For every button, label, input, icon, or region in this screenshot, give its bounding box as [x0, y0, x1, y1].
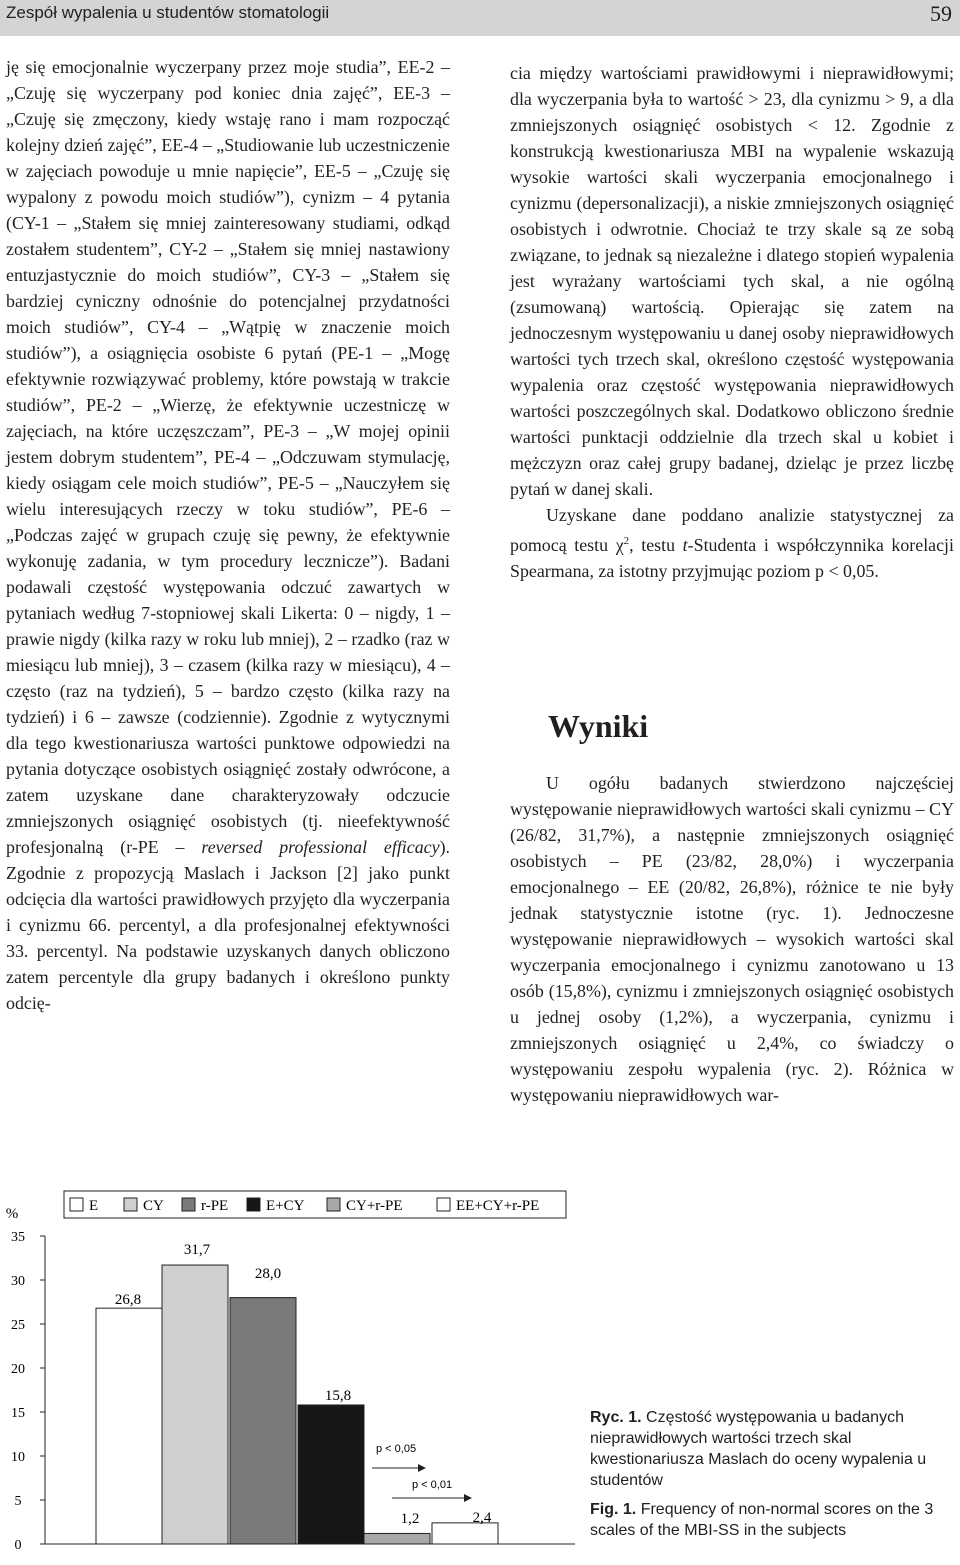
legend-label: EE+CY+r-PE	[456, 1198, 540, 1214]
caption-english-text: Frequency of non-normal scores on the 3 scales of the MBI-SS in the subjects	[590, 1501, 934, 1539]
bar-value-label: 28,0	[254, 1266, 282, 1282]
legend-label: E+CY	[266, 1198, 305, 1214]
bar-value-label: 2,4	[472, 1510, 492, 1526]
bar	[230, 1298, 296, 1544]
legend-swatch	[327, 1198, 340, 1211]
legend-label: CY	[143, 1198, 164, 1214]
results-paragraph: U ogółu badanych stwierdzono najczęściej występowanie nieprawidłowych wartości skali cynizmu – CY (26/82, 31,7%), a następnie zmniejszonych osiągnięć osobistych – PE (23/82, 28,0%) i wyczerpania emocjonalnego – EE (20/82, 26,8%), różnice te nie były jednak statystycznie istotne (ryc. 1). Jednoczesne występowanie nieprawidłowych – wysokich wartości skal wyczerpania emocjonalnego i cynizmu zanotowano u 13 osób (15,8%), cynizmu i zmniejszonych osiągnięć osobistych u jednej osoby (1,2%), a wyczerpania, cynizmu i zmniejszonych osiągnięć u 2,4%, co świadczy o występowaniu zespołu wypalenia (ryc. 2). Różnica w występowaniu nieprawidłowych war-	[510, 773, 954, 1105]
section-heading-results: Wyniki	[548, 708, 649, 744]
bar-value-label: 1,2	[400, 1511, 420, 1527]
figure-caption	[590, 1407, 955, 1549]
right-paragraph-2-italic: t	[682, 534, 688, 555]
y-axis-label: %	[5, 1206, 19, 1222]
right-column	[510, 60, 954, 584]
y-tick-label: 5	[14, 1494, 22, 1509]
legend-label: r-PE	[201, 1198, 229, 1214]
legend-swatch	[247, 1198, 260, 1211]
right-paragraph-2-b: , testu	[629, 534, 683, 555]
y-tick-label: 0	[14, 1538, 22, 1553]
annotation-p001: p < 0,01	[412, 1479, 453, 1491]
left-paragraph-text: ję się emocjonalnie wyczerpany przez moje studia”, EE-2 – „Czuję się wyczerpany pod koniec dnia zajęć”, EE-3 – „Czuję się zmęczony, kiedy wstaję rano i mam rozpocząć kolejny dzień zajęć”, EE-4 – „Studiowanie lub uczestniczenie w zajęciach powoduje u mnie napięcie”, EE-5 – „Czuję się wypalony z powodu moich studiów”), cynizm – 4 pytania (CY-1 – „Stałem się mniej zainteresowany studiami, odkąd zostałem studentem”, CY-2 – „Stałem się mniej nastawiony entuzjastycznie do moich studiów”, CY-3 – „Stałem się bardziej cyniczny odnośnie do potencjalnej przydatności moich studiów”, CY-4 – „Wątpię w znaczenie moich studiów”), a osiągnięcia osobiste 6 pytań (PE-1 – „Mogę efektywnie rozwiązywać problemy, które powstają w trakcie studiów”, PE-2 – „Wierzę, że efektywnie uczestniczę w zajęciach, na które uczęszczam”, PE-3 – „W mojej opinii jestem dobrym studentem”, PE-4 – „Odczuwam stymulację, kiedy osiągam cele moich studiów”, PE-5 – „Nauczyłem się wielu interesujących rzeczy w toku studiów”, PE-6 – „Podczas zajęć w grupach czuję się pewny, że efektywnie wykonuję zadania, w tym procedury lecznicze”). Badani podawali częstość występowania odczuć zawartych w pytaniach według 7-stopniowej skali Likerta: 0 – nigdy, 1 – prawie nigdy (kilka razy w roku lub mniej), 2 – rzadko (raz w miesiącu lub mniej), 3 – czasem (kilka razy w miesiącu), 4 – często (raz na tydzień), 5 – bardzo często (kilka razy na tydzień) i 6 – zawsze (codziennie). Zgodnie z wytycznymi dla tego kwestionariusza wartości punktowe odpowiedzi na pytania dotyczące osobistych osiągnięć zostały odwrócone, a zatem uzyskane dane charakteryzowały odczucie zmniejszonych osiągnięć osobistych (tj. nieefektywność profesjonalną (r-PE –	[6, 57, 450, 857]
bar	[432, 1523, 498, 1544]
bar	[364, 1533, 430, 1544]
annotation-arrow-head	[418, 1464, 426, 1472]
caption-polish	[590, 1407, 955, 1491]
left-paragraph-italic: reversed professional efficacy	[201, 837, 440, 857]
right-paragraph-2-c: -Studenta i współczynnika korelacji Spearmana, za istotny przyjmując poziom p < 0,05.	[510, 534, 954, 581]
caption-english	[590, 1499, 955, 1541]
bar	[298, 1405, 364, 1544]
running-header	[0, 0, 960, 36]
y-tick-label: 20	[11, 1362, 25, 1377]
right-paragraph-2	[510, 502, 954, 584]
annotation-p005: p < 0,05	[376, 1443, 417, 1455]
legend-swatch	[182, 1198, 195, 1211]
caption-polish-text: Częstość występowania u badanych nieprawidłowych wartości trzech skal kwestionariusza Maslach do oceny wypalenia u studentów	[590, 1409, 927, 1489]
left-column	[6, 54, 450, 1016]
bar-value-label: 15,8	[324, 1388, 352, 1404]
legend-label: CY+r-PE	[346, 1198, 403, 1214]
right-paragraph-2-sup: 2	[623, 535, 630, 547]
bar-value-label: 26,8	[114, 1292, 142, 1308]
y-tick-label: 30	[11, 1274, 25, 1289]
running-title: Zespół wypalenia u studentów stomatologii	[6, 3, 330, 22]
page-number: 59	[930, 1, 952, 26]
y-tick-label: 10	[11, 1450, 25, 1465]
figure-1-chart	[0, 1186, 580, 1560]
legend-swatch	[437, 1198, 450, 1211]
y-tick-label: 35	[11, 1230, 25, 1245]
legend-swatch	[70, 1198, 83, 1211]
right-paragraph-1: cia między wartościami prawidłowymi i nieprawidłowymi; dla wyczerpania była to wartość > 23, dla cynizmu > 9, a dla zmniejszonych osiągnięć osobistych < 12. Zgodnie z konstrukcją kwestionariusza MBI na wypalenie wskazują wysokie wartości skali wyczerpania emocjonalnego i cynizmu (depersonalizacji), a niskie zmniejszonych osiągnięć osobistych i odwrotnie. Chociaż te trzy skale są ze sobą związane, to jednak są niezależne i dlatego stopień wypalenia jest wyrażany wartościami tych skal, a nie ogólną (zsumowaną) wartością. Opierając się zatem na jednoczesnym występowaniu u danej osoby nieprawidłowych wartości tych trzech skal, określono częstość występowania wypalenia oraz częstość występowania nieprawidłowych wartości poszczególnych skal. Dodatkowo obliczono średnie wartości punktacji oddzielnie dla trzech skal u kobiet i mężczyzn oraz całej grupy badanej, dzieląc je przez liczbę pytań w danej skali.	[510, 63, 954, 499]
bar	[96, 1308, 162, 1544]
caption-polish-label: Ryc. 1.	[590, 1409, 642, 1426]
bar	[162, 1265, 228, 1544]
results-column	[510, 770, 954, 1108]
bar-chart-svg	[0, 1186, 580, 1560]
right-paragraph-2-a: Uzyskane dane poddano analizie statystycznej za pomocą testu χ	[510, 505, 954, 555]
y-tick-label: 25	[11, 1318, 25, 1333]
y-tick-label: 15	[11, 1406, 25, 1421]
caption-english-label: Fig. 1.	[590, 1501, 637, 1518]
legend-label: E	[89, 1198, 99, 1214]
left-paragraph	[6, 54, 450, 1016]
bar-value-label: 31,7	[183, 1242, 211, 1258]
legend-swatch	[124, 1198, 137, 1211]
annotation-arrow-head	[464, 1494, 472, 1502]
left-paragraph-tail: ). Zgodnie z propozycją Maslach i Jackson [2] jako punkt odcięcia dla wartości prawidłowych przyjęto dla wyczerpania i cynizmu 66. percentyl, a dla profesjonalnej efektywności 33. percentyl. Na podstawie uzyskanych danych obliczono zatem percentyle dla grupy badanych i określono punkty odcię-	[6, 837, 450, 1013]
